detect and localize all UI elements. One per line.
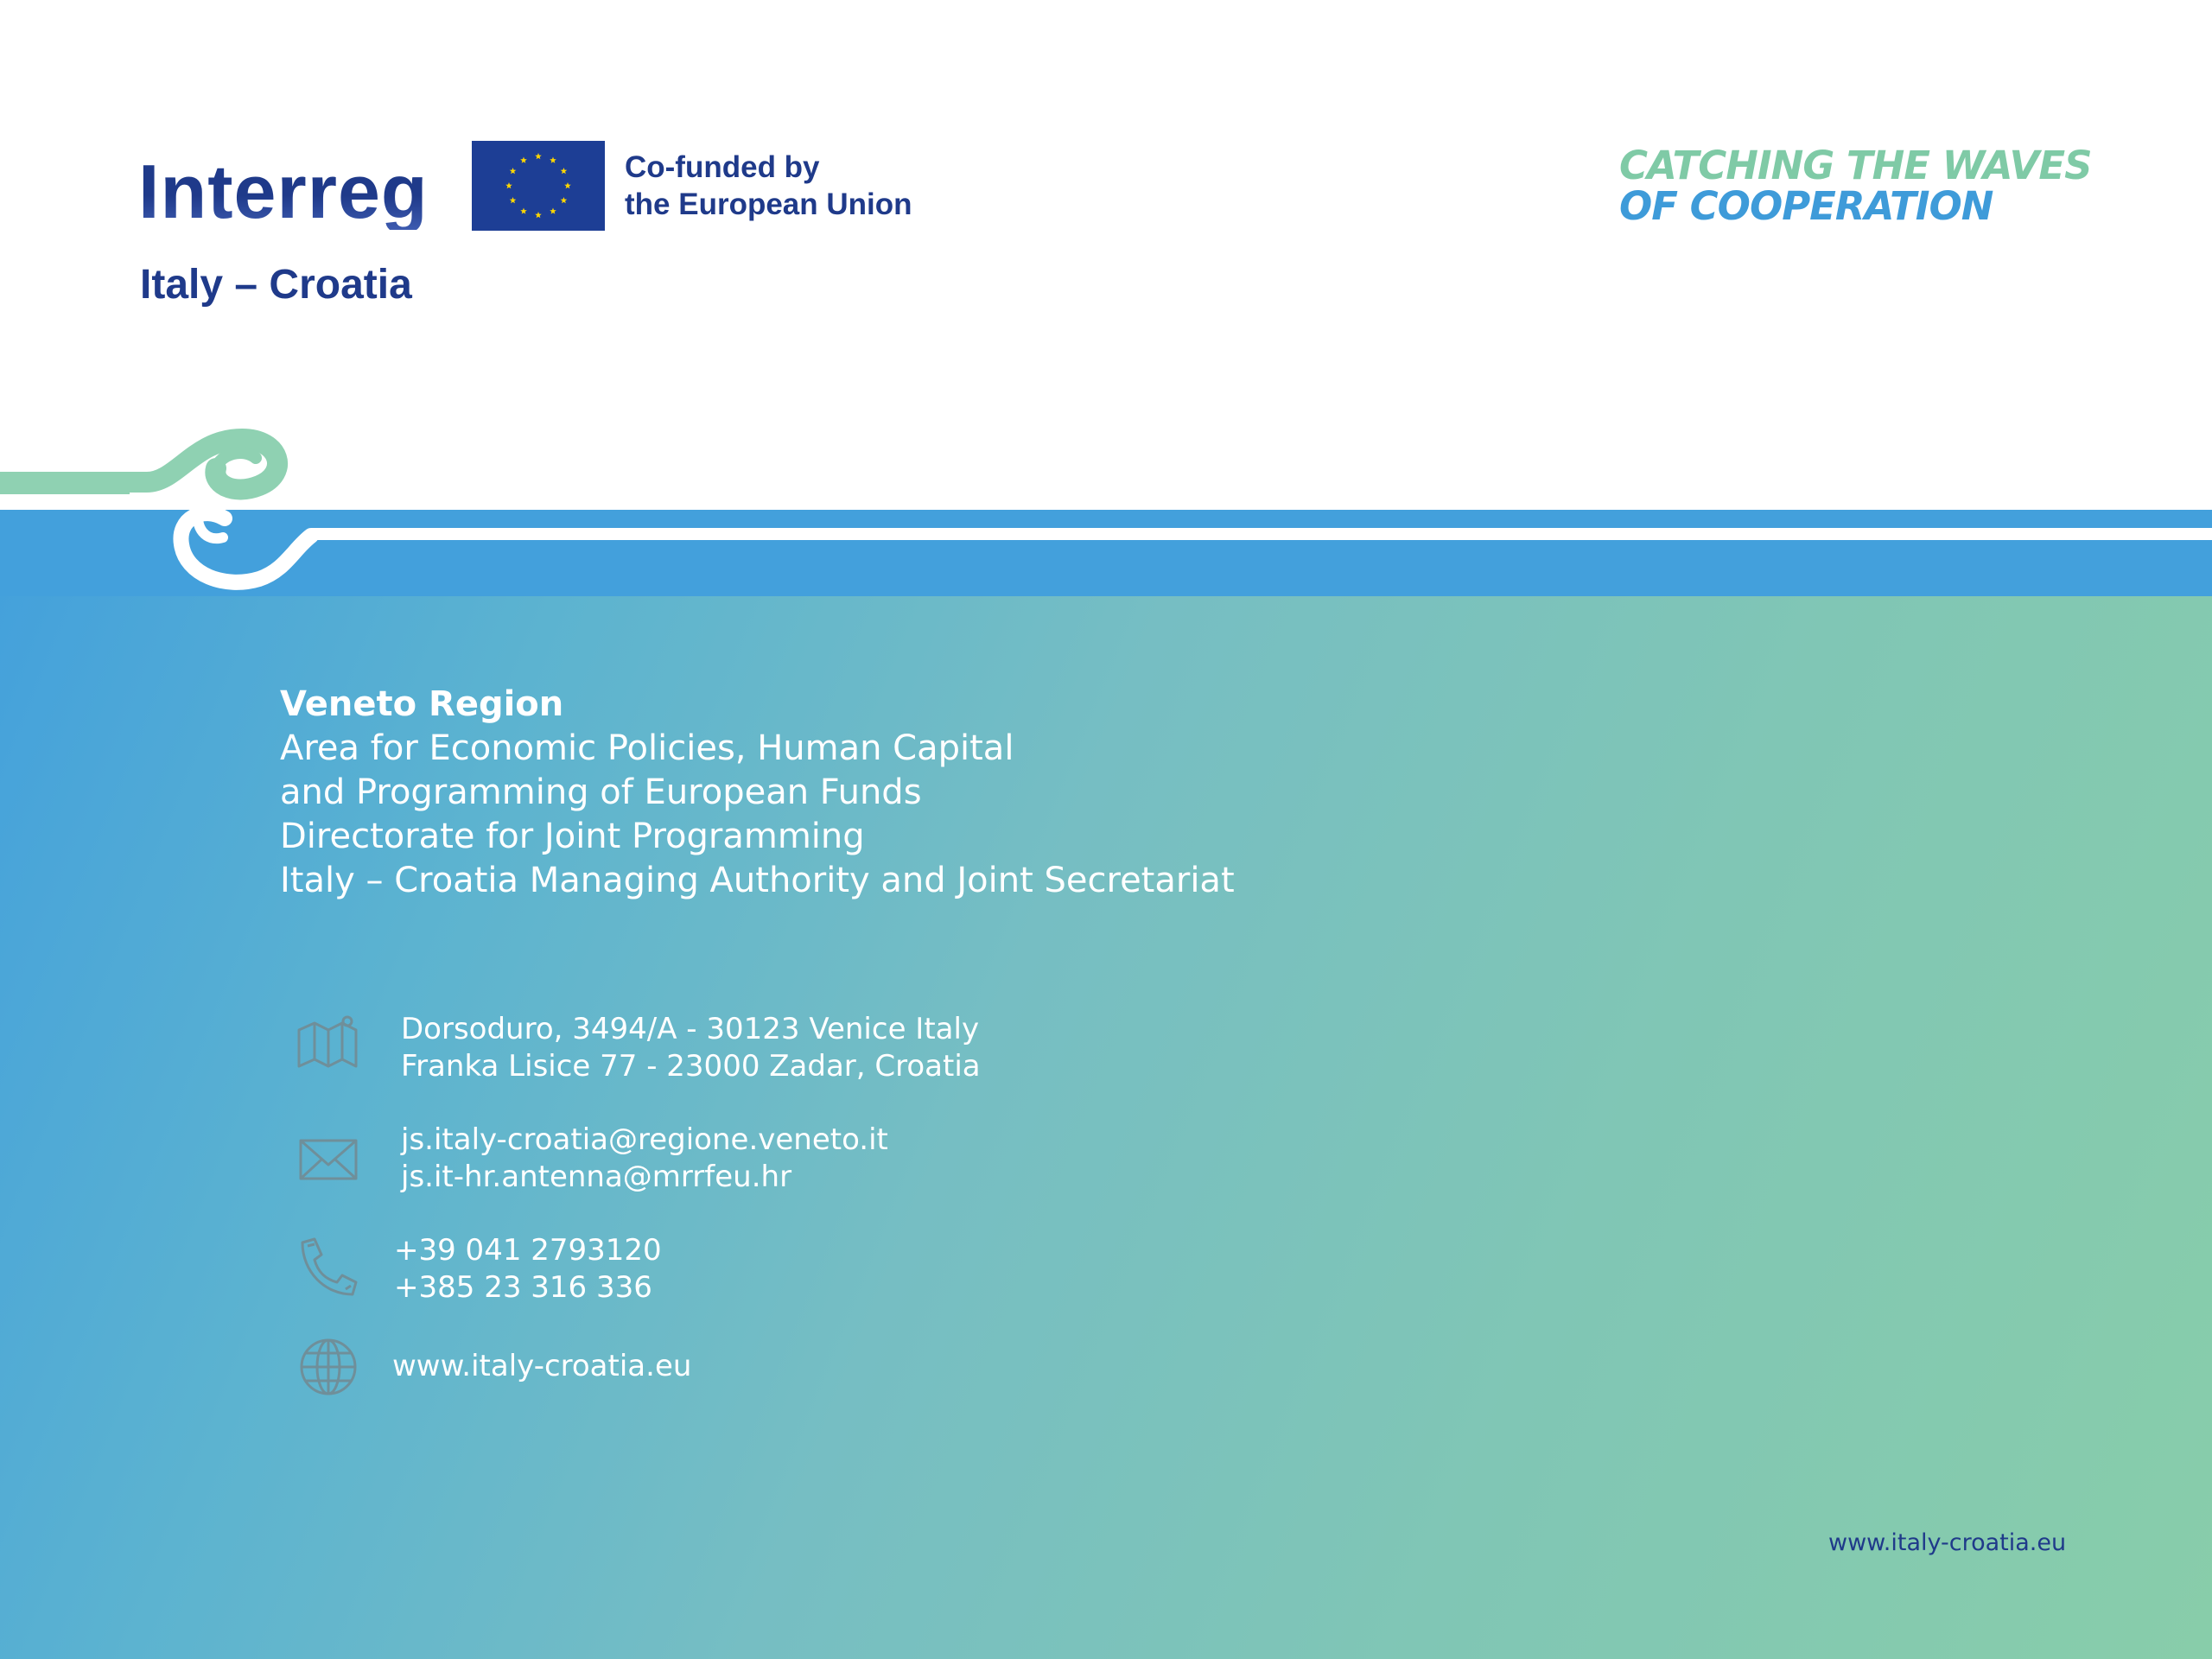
eu-star — [550, 207, 556, 213]
email-link[interactable]: js.italy-croatia@regione.veneto.it — [401, 1122, 888, 1157]
tagline — [1619, 143, 2092, 229]
map-icon — [294, 1011, 363, 1080]
eu-flag-icon — [472, 141, 605, 231]
organization-line: Area for Economic Policies, Human Capital — [280, 728, 1014, 768]
address-line: Franka Lisice 77 - 23000 Zadar, Croatia — [401, 1049, 981, 1084]
wave-divider — [0, 423, 2212, 596]
organization-line: and Programming of European Funds — [280, 772, 922, 812]
footer-website-link[interactable]: www.italy-croatia.eu — [1828, 1529, 2067, 1556]
address-line: Dorsoduro, 3494/A - 30123 Venice Italy — [401, 1012, 980, 1046]
email-text — [401, 1122, 888, 1196]
eu-star — [520, 207, 527, 213]
eu-cofunded-label — [625, 149, 912, 223]
eu-star — [535, 212, 542, 218]
phone-icon — [294, 1232, 363, 1301]
eu-star — [520, 157, 527, 163]
globe-icon — [294, 1332, 363, 1402]
email-link[interactable]: js.it-hr.antenna@mrrfeu.hr — [401, 1160, 792, 1194]
phone-text — [394, 1232, 662, 1306]
eu-star — [510, 168, 517, 174]
address-text — [401, 1011, 981, 1085]
website-link[interactable]: www.italy-croatia.eu — [392, 1349, 692, 1383]
header — [0, 0, 2212, 415]
eu-line-1: Co-funded by — [625, 150, 820, 184]
eu-star — [564, 182, 571, 188]
envelope-icon — [294, 1122, 363, 1191]
eu-star — [535, 153, 542, 159]
interreg-wordmark: Interreg — [138, 149, 429, 234]
tagline-line-1: CATCHING THE WAVES — [1619, 143, 2092, 188]
organization-title: Veneto Region — [280, 684, 564, 724]
organization-line: Italy – Croatia Managing Authority and Joint Secretariat — [280, 861, 1235, 900]
phone-number[interactable]: +385 23 316 336 — [394, 1270, 652, 1305]
eu-star — [561, 197, 568, 203]
organization-line: Directorate for Joint Programming — [280, 817, 865, 856]
phone-number[interactable]: +39 041 2793120 — [394, 1233, 662, 1268]
tagline-line-2: OF COOPERATION — [1619, 183, 1993, 229]
programme-subtitle: Italy – Croatia — [140, 262, 412, 308]
eu-star — [561, 168, 568, 174]
eu-star — [505, 182, 512, 188]
interreg-logo — [138, 149, 429, 234]
eu-line-2: the European Union — [625, 188, 912, 221]
eu-star — [550, 157, 556, 163]
web-text — [392, 1348, 691, 1385]
organization-block — [280, 683, 1235, 903]
eu-star — [510, 197, 517, 203]
